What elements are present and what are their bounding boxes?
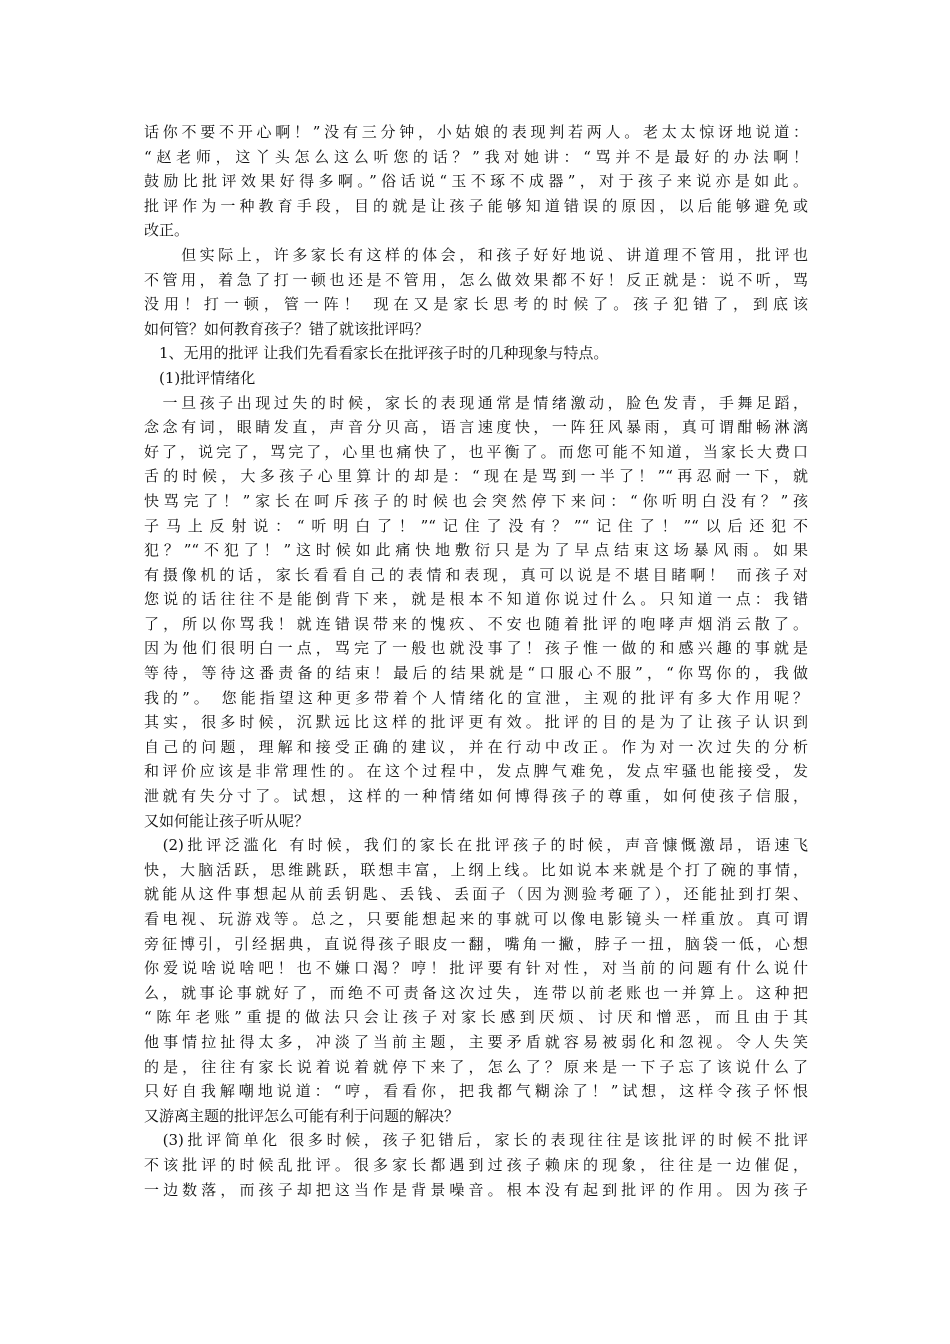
text-line: 但实际上，许多家长有这样的体会，和孩子好好地说、讲道理不管用，批评也: [144, 245, 808, 264]
text-line: “赵老师，这丫头怎么这么听您的话？”我对她讲：“骂并不是最好的办法啊！: [144, 147, 808, 166]
text-line: 改正。: [144, 221, 190, 240]
text-line: 又游离主题的批评怎么可能有利于问题的解决？: [144, 1106, 460, 1125]
text-line: 快骂完了！”家长在呵斥孩子的时候也会突然停下来问：“你听明白没有？”孩: [144, 491, 808, 510]
text-line: 么，就事论事就好了，而绝不可责备这次过失，连带以前老账也一并算上。这种把: [144, 983, 808, 1002]
text-line: 您说的话往往不是能倒背下来，就是根本不知道你说过什么。只知道一点：我错: [144, 590, 808, 609]
text-line: 好了，说完了，骂完了，心里也痛快了，也平衡了。而您可能不知道，当家长大费口: [144, 442, 808, 461]
text-line: 如何管？如何教育孩子？错了就该批评吗？: [144, 319, 430, 338]
text-line: 一旦孩子出现过失的时候，家长的表现通常是情绪激动，脸色发青，手舞足蹈，: [144, 393, 808, 412]
text-line: 他事情拉扯得太多，冲淡了当前主题，主要矛盾就容易被弱化和忽视。令人失笑: [144, 1032, 808, 1051]
document-body: [144, 120, 808, 1202]
text-line: 没用！打一顿，管一阵！ 现在又是家长思考的时候了。孩子犯错了，到底该: [144, 295, 808, 314]
text-line: 你爱说啥说啥吧！也不嫌口渴？哼！批评要有针对性，对当前的问题有什么说什: [144, 959, 808, 978]
text-line: 因为他们很明白一点，骂完了一般也就没事了！孩子惟一做的和感兴趣的事就是: [144, 639, 808, 658]
text-line: 念念有词，眼睛发直，声音分贝高，语言速度快，一阵狂风暴雨，真可谓酣畅淋漓: [144, 418, 808, 437]
text-line: 的是，往往有家长说着说着就停下来了，怎么了？原来是一下子忘了该说什么了: [144, 1057, 808, 1076]
text-line: (3)批评简单化 很多时候，孩子犯错后，家长的表现往往是该批评的时候不批评: [144, 1131, 808, 1150]
text-line: (2)批评泛滥化 有时候，我们的家长在批评孩子的时候，声音慷慨激昂，语速飞: [144, 836, 808, 855]
text-line: 我的”。 您能指望这种更多带着个人情绪化的宣泄，主观的批评有多大作用呢？: [144, 688, 808, 707]
text-line: 1、无用的批评 让我们先看看家长在批评孩子时的几种现象与特点。: [144, 344, 609, 363]
text-line: 看电视、玩游戏等。总之，只要能想起来的事就可以像电影镜头一样重放。真可谓: [144, 910, 808, 928]
text-line: 又如何能让孩子听从呢？: [144, 811, 310, 830]
text-line: 和评价应该是非常理性的。在这个过程中，发点脾气难免，发点牢骚也能接受，发: [144, 762, 808, 781]
text-line: 鼓励比批评效果好得多啊。”俗话说“玉不琢不成器”，对于孩子来说亦是如此。: [144, 172, 808, 191]
text-line: (1)批评情绪化: [144, 368, 256, 387]
text-line: 犯？”“不犯了！”这时候如此痛快地敷衍只是为了早点结束这场暴风雨。如果: [144, 541, 808, 560]
text-line: 就能从这件事想起从前丢钥匙、丢钱、丢面子（因为测验考砸了），还能扯到打架、: [144, 885, 808, 904]
text-line: 批评作为一种教育手段，目的就是让孩子能够知道错误的原因，以后能够避免或: [144, 196, 808, 215]
text-line: 快，大脑活跃，思维跳跃，联想丰富，上纲上线。比如说本来就是个打了碗的事情，: [144, 860, 808, 879]
text-line: 舌的时候，大多孩子心里算计的却是：“现在是骂到一半了！”“再忍耐一下，就: [144, 467, 808, 486]
text-line: 只好自我解嘲地说道：“哼，看看你，把我都气糊涂了！”试想，这样令孩子怀恨: [144, 1082, 808, 1101]
text-line: 了，所以你骂我！就连错误带来的愧疚、不安也随着批评的咆哮声烟消云散了。: [144, 614, 808, 633]
text-line: 一边数落，而孩子却把这当作是背景噪音。根本没有起到批评的作用。因为孩子: [144, 1180, 808, 1199]
text-line: “陈年老账”重提的做法只会让孩子对家长感到厌烦、讨厌和憎恶，而且由于其: [144, 1008, 808, 1027]
text-line: 话你不要不开心啊！”没有三分钟，小姑娘的表现判若两人。老太太惊讶地说道：: [144, 123, 808, 141]
text-line: 旁征博引，引经据典，直说得孩子眼皮一翻，嘴角一撇，脖子一扭，脑袋一低，心想: [144, 934, 808, 953]
text-line: 有摄像机的话，家长看看自己的表情和表现，真可以说是不堪目睹啊！ 而孩子对: [144, 565, 808, 584]
text-line: 不管用，着急了打一顿也还是不管用，怎么做效果都不好！反正就是：说不听，骂: [144, 270, 808, 289]
text-line: 等待，等待这番责备的结束！最后的结果就是“口服心不服”，“你骂你的，我做: [144, 664, 808, 683]
text-line: 不该批评的时候乱批评。很多家长都遇到过孩子赖床的现象，往往是一边催促，: [144, 1155, 808, 1174]
text-line: 泄就有失分寸了。试想，这样的一种情绪如何博得孩子的尊重，如何使孩子信服，: [144, 787, 808, 806]
text-line: 其实，很多时候，沉默远比这样的批评更有效。批评的目的是为了让孩子认识到: [144, 713, 808, 732]
text-line: 子马上反射说：“听明白了！”“记住了没有？”“记住了！”“以后还犯不: [144, 516, 808, 535]
text-line: 自己的问题，理解和接受正确的建议，并在行动中改正。作为对一次过失的分析: [144, 737, 808, 756]
